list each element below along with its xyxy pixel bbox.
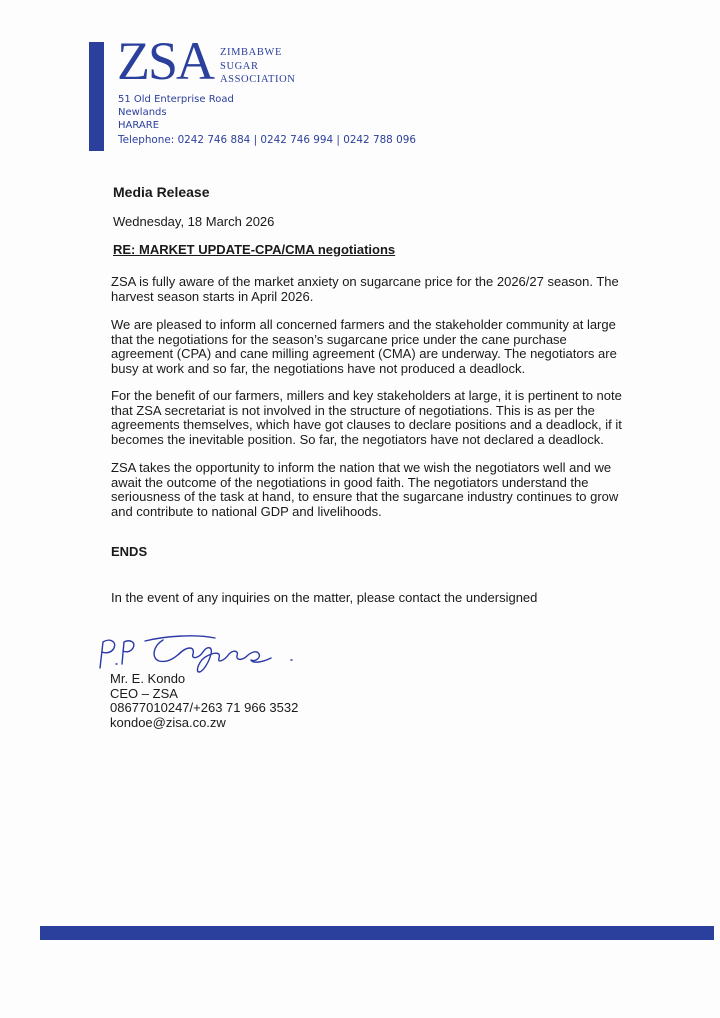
signatory-email: kondoe@zisa.co.zw — [110, 714, 226, 730]
subject-line: RE: MARKET UPDATE-CPA/CMA negotiations — [113, 242, 396, 257]
organisation-name — [220, 46, 295, 87]
address-line: 51 Old Enterprise Road — [118, 94, 234, 105]
signatory-name: Mr. E. Kondo — [110, 671, 186, 686]
org-line: SUGAR — [220, 60, 259, 72]
telephone-line: Telephone: 0242 746 884 | 0242 746 994 | 0242 788 096 — [118, 133, 416, 146]
inquiry-note: In the event of any inquiries on the matter, please contact the undersigned — [111, 590, 538, 605]
address-line: HARARE — [118, 120, 160, 132]
org-line: ASSOCIATION — [220, 74, 296, 85]
body-paragraph: We are pleased to inform all concerned farmers and the stakeholder community at large that the negotiations for the season’s sugarcane price under the cane purchase agreement (CPA) and cane milling agreement (CMA) are underway. The negotiators are busy at work and so far, the negotiations have not produced a deadlock. — [111, 317, 617, 376]
document-title: Media Release — [113, 184, 210, 200]
footer-accent-bar — [40, 926, 714, 940]
letterhead-address — [118, 93, 416, 147]
handwritten-signature — [95, 628, 307, 676]
ends-marker: ENDS — [111, 544, 148, 559]
org-line: ZIMBABWE — [220, 47, 282, 58]
signatory-title: CEO – ZSA — [110, 685, 178, 701]
body-paragraph: For the benefit of our farmers, millers and key stakeholders at large, it is pertinent to note that ZSA secretariat is not involved in the structure of negotiations. This is as per the agreements themselves, which have got clauses to declare positions and a deadlock, if it becomes the inevitable position. So far, the negotiators have not declared a deadlock. — [111, 388, 622, 447]
release-date: Wednesday, 18 March 2026 — [113, 214, 275, 229]
zsa-logo: ZSA — [117, 31, 214, 91]
body-paragraph: ZSA takes the opportunity to inform the nation that we wish the negotiators well and we await the outcome of the negotiations in good faith. The negotiators understand the seriousness of the task at hand, to ensure that the sugarcane industry continues to grow and contribute to national GDP and livelihoods. — [111, 460, 619, 519]
signatory-block — [110, 672, 298, 730]
address-line: Newlands — [118, 107, 167, 119]
body-paragraph: ZSA is fully aware of the market anxiety on sugarcane price for the 2026/27 season. The harvest season starts in April 2026. — [111, 274, 619, 304]
letterhead-accent-bar — [89, 42, 104, 151]
signatory-phone: 08677010247/+263 71 966 3532 — [110, 700, 299, 715]
